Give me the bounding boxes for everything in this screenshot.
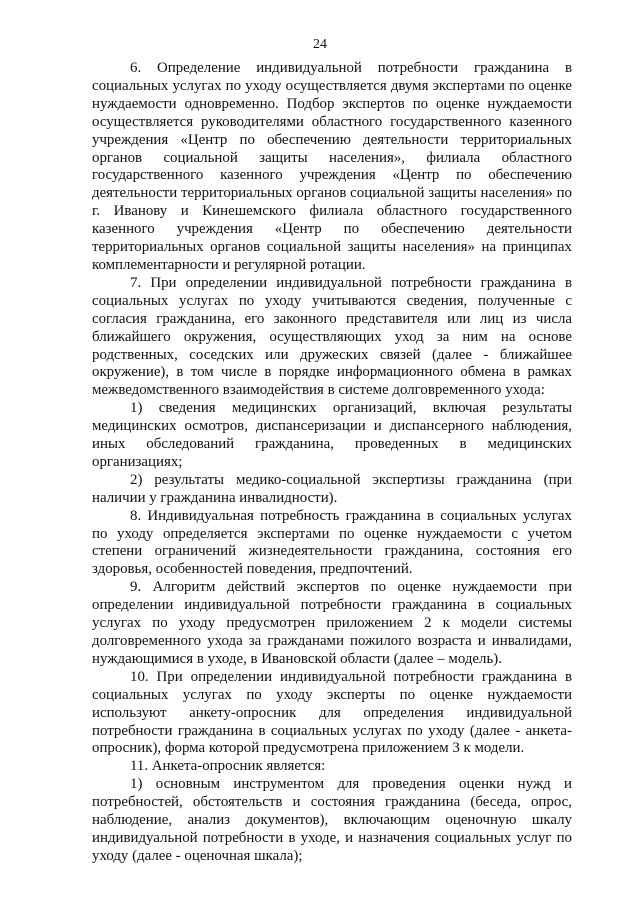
document-body [92,60,572,866]
paragraph-7: 7. При определении индивидуальной потребности гражданина в социальных услугах по уходу учитываются сведения, полученные с согласия гражданина, его законного представителя или лиц из числа ближайшего окружения, осуществляющих уход за ним на основе родственных, соседских или дружеских связей (далее - ближайшее окружение), в том числе в порядке информационного обмена в рамках межведомственного взаимодействия в системе долговременного ухода: [92,274,572,399]
paragraph-7-item-1: 1) сведения медицинских организаций, включая результаты медицинских осмотров, диспансеризации и диспансерного наблюдения, иных обследований гражданина, проведенных в медицинских организациях; [92,400,572,470]
paragraph-11: 11. Анкета-опросник является: [130,758,326,775]
paragraph-7-item-2: 2) результаты медико-социальной экспертизы гражданина (при наличии у гражданина инвалидности). [92,471,572,506]
paragraph-11-item-1: 1) основным инструментом для проведения оценки нужд и потребностей, обстоятельств и состояния гражданина (беседа, опрос, наблюдение, анализ документов), включающим оценочную шкалу индивидуальной потребности в уходе, и назначения социальных услуг по уходу (далее - оценочная шкала); [92,776,572,864]
paragraph-10: 10. При определении индивидуальной потребности гражданина в социальных услугах по уходу эксперты по оценке нуждаемости используют анкету-опросник для определения индивидуальной потребности гражданина в социальных услугах по уходу (далее - анкета-опросник), форма которой предусмотрена приложением 3 к модели. [92,668,572,757]
paragraph-6: 6. Определение индивидуальной потребности гражданина в социальных услугах по уходу осуществляется двумя экспертами по оценке нуждаемости одновременно. Подбор экспертов по оценке нуждаемости осуществляется руководителями областного государственного казенного учреждения «Центр по обеспечению деятельности территориальных органов социальной защиты населения», филиала областного государственного казенного учреждения «Центр по обеспечению деятельности территориальных органов социальной защиты населения» по г. Иванову и Кинешемского филиала областного государственного казенного учреждения «Центр по обеспечению деятельности территориальных органов социальной защиты населения» на принципах комплементарности и регулярной ротации. [92,60,572,273]
page-number: 24 [313,37,327,52]
paragraph-8: 8. Индивидуальная потребность гражданина в социальных услугах по уходу определяется экспертами по оценке нуждаемости с учетом степени ограничений жизнедеятельности гражданина, состояния его здоровья, особенностей поведения, предпочтений. [92,507,572,578]
paragraph-9: 9. Алгоритм действий экспертов по оценке нуждаемости при определении индивидуальной потребности гражданина в социальных услугах по уходу предусмотрен приложением 2 к модели системы долговременного ухода за гражданами пожилого возраста и инвалидами, нуждающимися в уходе, в Ивановской области (далее – модель). [92,579,572,667]
